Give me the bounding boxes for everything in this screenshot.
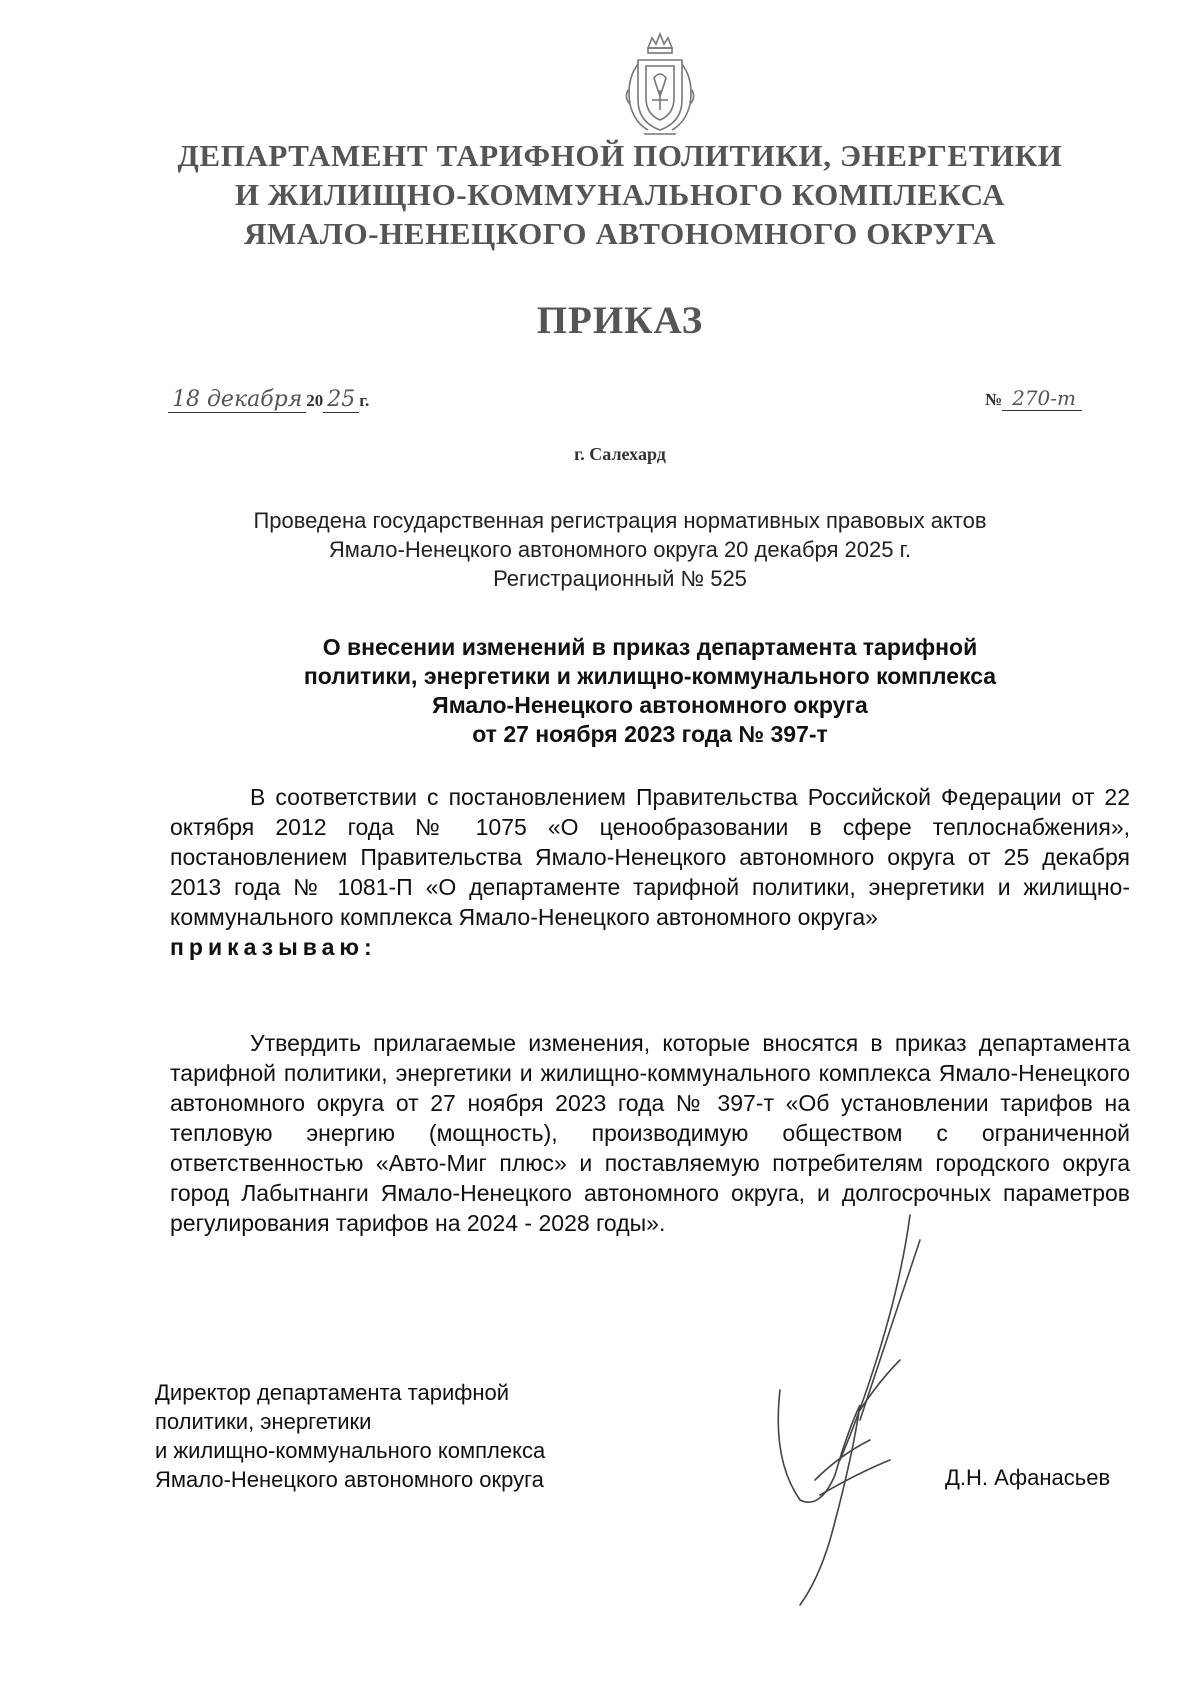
city-name: г. Салехард	[574, 444, 666, 464]
department-name-line-1: ДЕПАРТАМЕНТ ТАРИФНОЙ ПОЛИТИКИ, ЭНЕРГЕТИКИ	[177, 138, 1063, 173]
position-line-4: Ямало-Ненецкого автономного округа	[155, 1467, 544, 1492]
subject-line-1: О внесении изменений в приказ департамента тарифной	[322, 634, 978, 660]
position-line-3: и жилищно-коммунального комплекса	[155, 1438, 546, 1463]
order-word: приказываю:	[170, 934, 377, 960]
signatory-position	[155, 1378, 545, 1494]
subject-line-3: Ямало-Ненецкого автономного округа	[432, 692, 868, 718]
department-name-line-3: ЯМАЛО-НЕНЕЦКОГО АВТОНОМНОГО ОКРУГА	[243, 216, 997, 251]
handwritten-year: 25	[323, 387, 359, 413]
position-line-1: Директор департамента тарифной	[155, 1380, 510, 1405]
order-number	[985, 386, 1082, 411]
handwritten-signature-icon	[760, 1210, 990, 1610]
subject-line-4: от 27 ноября 2023 года № 397-т	[472, 721, 828, 747]
registration-line-3: Регистрационный № 525	[493, 566, 747, 591]
order-date	[168, 386, 369, 412]
year-prefix: 20	[306, 391, 324, 410]
preamble-paragraph	[170, 782, 1130, 962]
coat-of-arms-icon	[618, 30, 702, 142]
year-suffix: г.	[359, 391, 370, 410]
subject-line-2: политики, энергетики и жилищно-коммунального комплекса	[303, 663, 997, 689]
handwritten-date: 18 декабря	[168, 387, 306, 413]
decision-paragraph	[170, 1028, 1130, 1238]
signatory-name: Д.Н. Афанасьев	[945, 1465, 1111, 1490]
document-type-title: ПРИКАЗ	[536, 299, 704, 342]
preamble-text: В соответствии с постановлением Правительства Российской Федерации от 22 октября 2012 года № 1075 «О ценообразовании в сфере теплоснабжения», постановлением Правительства Ямало-Ненецкого автономного округа от 25 декабря 2013 года № 1081-П «О департаменте тарифной политики, энергетики и жилищно-коммунального комплекса Ямало-Ненецкого автономного округа»	[170, 784, 1130, 930]
handwritten-number: 270-т	[1002, 386, 1082, 411]
position-line-2: политики, энергетики	[155, 1409, 372, 1434]
decision-text: Утвердить прилагаемые изменения, которые вносятся в приказ департамента тарифной политики, энергетики и жилищно-коммунального комплекса Ямало-Ненецкого автономного округа от 27 ноября 2023 года № 397-т «Об установлении тарифов на тепловую энергию (мощность), производимую обществом с ограниченной ответственностью «Авто-Миг плюс» и поставляемую потребителям городского округа город Лабытнанги Ямало-Ненецкого автономного округа, и долгосрочных параметров регулирования тарифов на 2024 - 2028 годы».	[170, 1030, 1130, 1236]
registration-line-2: Ямало-Ненецкого автономного округа 20 декабря 2025 г.	[328, 537, 912, 562]
department-name-line-2: И ЖИЛИЩНО-КОММУНАЛЬНОГО КОМПЛЕКСА	[234, 177, 1006, 212]
registration-line-1: Проведена государственная регистрация нормативных правовых актов	[253, 508, 987, 533]
number-label: №	[985, 390, 1003, 409]
